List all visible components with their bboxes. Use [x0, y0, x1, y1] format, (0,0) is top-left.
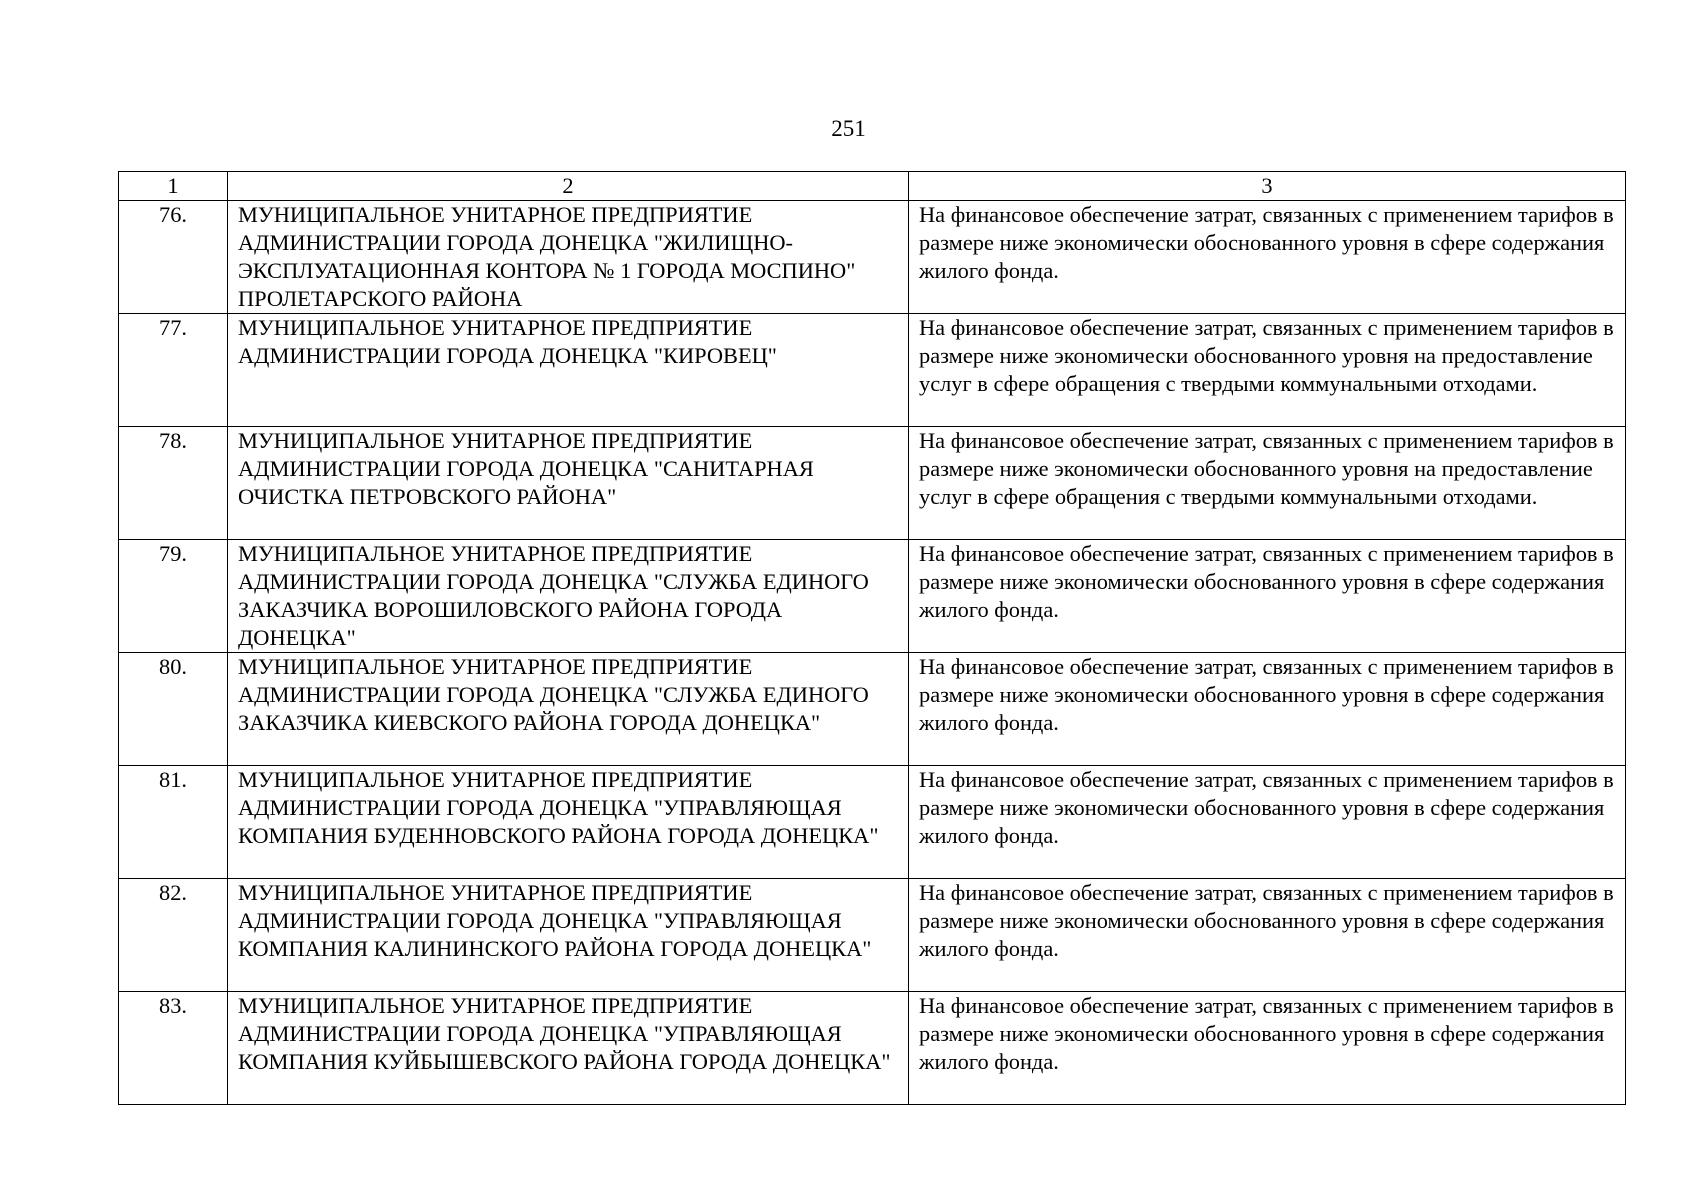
subsidy-purpose: На финансовое обеспечение затрат, связанных с применением тарифов в размере ниже экономически обоснованного уровня в сфере содержания жилого фонда.	[909, 653, 1626, 766]
row-number: 83.	[119, 992, 228, 1105]
enterprise-table	[118, 171, 1626, 1105]
table-header-row	[119, 172, 1626, 201]
row-number: 76.	[119, 201, 228, 314]
table-row	[119, 540, 1626, 653]
column-header-1: 1	[119, 172, 228, 201]
table-row	[119, 992, 1626, 1105]
table-row	[119, 427, 1626, 540]
enterprise-name: МУНИЦИПАЛЬНОЕ УНИТАРНОЕ ПРЕДПРИЯТИЕ АДМИНИСТРАЦИИ ГОРОДА ДОНЕЦКА "КИРОВЕЦ"	[228, 314, 909, 427]
row-number: 79.	[119, 540, 228, 653]
row-number: 82.	[119, 879, 228, 992]
subsidy-purpose: На финансовое обеспечение затрат, связанных с применением тарифов в размере ниже экономически обоснованного уровня в сфере содержания жилого фонда.	[909, 201, 1626, 314]
enterprise-name: МУНИЦИПАЛЬНОЕ УНИТАРНОЕ ПРЕДПРИЯТИЕ АДМИНИСТРАЦИИ ГОРОДА ДОНЕЦКА "СЛУЖБА ЕДИНОГО ЗАКАЗЧИКА КИЕВСКОГО РАЙОНА ГОРОДА ДОНЕЦКА"	[228, 653, 909, 766]
subsidy-purpose: На финансовое обеспечение затрат, связанных с применением тарифов в размере ниже экономически обоснованного уровня на предоставление услуг в сфере обращения с твердыми коммунальными отходами.	[909, 427, 1626, 540]
table-row	[119, 879, 1626, 992]
row-number: 80.	[119, 653, 228, 766]
row-number: 77.	[119, 314, 228, 427]
enterprise-name: МУНИЦИПАЛЬНОЕ УНИТАРНОЕ ПРЕДПРИЯТИЕ АДМИНИСТРАЦИИ ГОРОДА ДОНЕЦКА "САНИТАРНАЯ ОЧИСТКА ПЕТРОВСКОГО РАЙОНА"	[228, 427, 909, 540]
enterprise-name: МУНИЦИПАЛЬНОЕ УНИТАРНОЕ ПРЕДПРИЯТИЕ АДМИНИСТРАЦИИ ГОРОДА ДОНЕЦКА "СЛУЖБА ЕДИНОГО ЗАКАЗЧИКА ВОРОШИЛОВСКОГО РАЙОНА ГОРОДА ДОНЕЦКА"	[228, 540, 909, 653]
row-number: 81.	[119, 766, 228, 879]
table-row	[119, 653, 1626, 766]
page-number: 251	[831, 116, 866, 141]
enterprise-name: МУНИЦИПАЛЬНОЕ УНИТАРНОЕ ПРЕДПРИЯТИЕ АДМИНИСТРАЦИИ ГОРОДА ДОНЕЦКА "УПРАВЛЯЮЩАЯ КОМПАНИЯ КУЙБЫШЕВСКОГО РАЙОНА ГОРОДА ДОНЕЦКА"	[228, 992, 909, 1105]
table-row	[119, 314, 1626, 427]
subsidy-purpose: На финансовое обеспечение затрат, связанных с применением тарифов в размере ниже экономически обоснованного уровня в сфере содержания жилого фонда.	[909, 766, 1626, 879]
table-row	[119, 201, 1626, 314]
subsidy-purpose: На финансовое обеспечение затрат, связанных с применением тарифов в размере ниже экономически обоснованного уровня в сфере содержания жилого фонда.	[909, 992, 1626, 1105]
enterprise-name: МУНИЦИПАЛЬНОЕ УНИТАРНОЕ ПРЕДПРИЯТИЕ АДМИНИСТРАЦИИ ГОРОДА ДОНЕЦКА "УПРАВЛЯЮЩАЯ КОМПАНИЯ КАЛИНИНСКОГО РАЙОНА ГОРОДА ДОНЕЦКА"	[228, 879, 909, 992]
column-header-3: 3	[909, 172, 1626, 201]
subsidy-purpose: На финансовое обеспечение затрат, связанных с применением тарифов в размере ниже экономически обоснованного уровня в сфере содержания жилого фонда.	[909, 879, 1626, 992]
subsidy-purpose: На финансовое обеспечение затрат, связанных с применением тарифов в размере ниже экономически обоснованного уровня на предоставление услуг в сфере обращения с твердыми коммунальными отходами.	[909, 314, 1626, 427]
column-header-2: 2	[228, 172, 909, 201]
enterprise-name: МУНИЦИПАЛЬНОЕ УНИТАРНОЕ ПРЕДПРИЯТИЕ АДМИНИСТРАЦИИ ГОРОДА ДОНЕЦКА "УПРАВЛЯЮЩАЯ КОМПАНИЯ БУДЕННОВСКОГО РАЙОНА ГОРОДА ДОНЕЦКА"	[228, 766, 909, 879]
subsidy-purpose: На финансовое обеспечение затрат, связанных с применением тарифов в размере ниже экономически обоснованного уровня в сфере содержания жилого фонда.	[909, 540, 1626, 653]
table-row	[119, 766, 1626, 879]
enterprise-name: МУНИЦИПАЛЬНОЕ УНИТАРНОЕ ПРЕДПРИЯТИЕ АДМИНИСТРАЦИИ ГОРОДА ДОНЕЦКА "ЖИЛИЩНО-ЭКСПЛУАТАЦИОННАЯ КОНТОРА № 1 ГОРОДА МОСПИНО" ПРОЛЕТАРСКОГО РАЙОНА	[228, 201, 909, 314]
row-number: 78.	[119, 427, 228, 540]
